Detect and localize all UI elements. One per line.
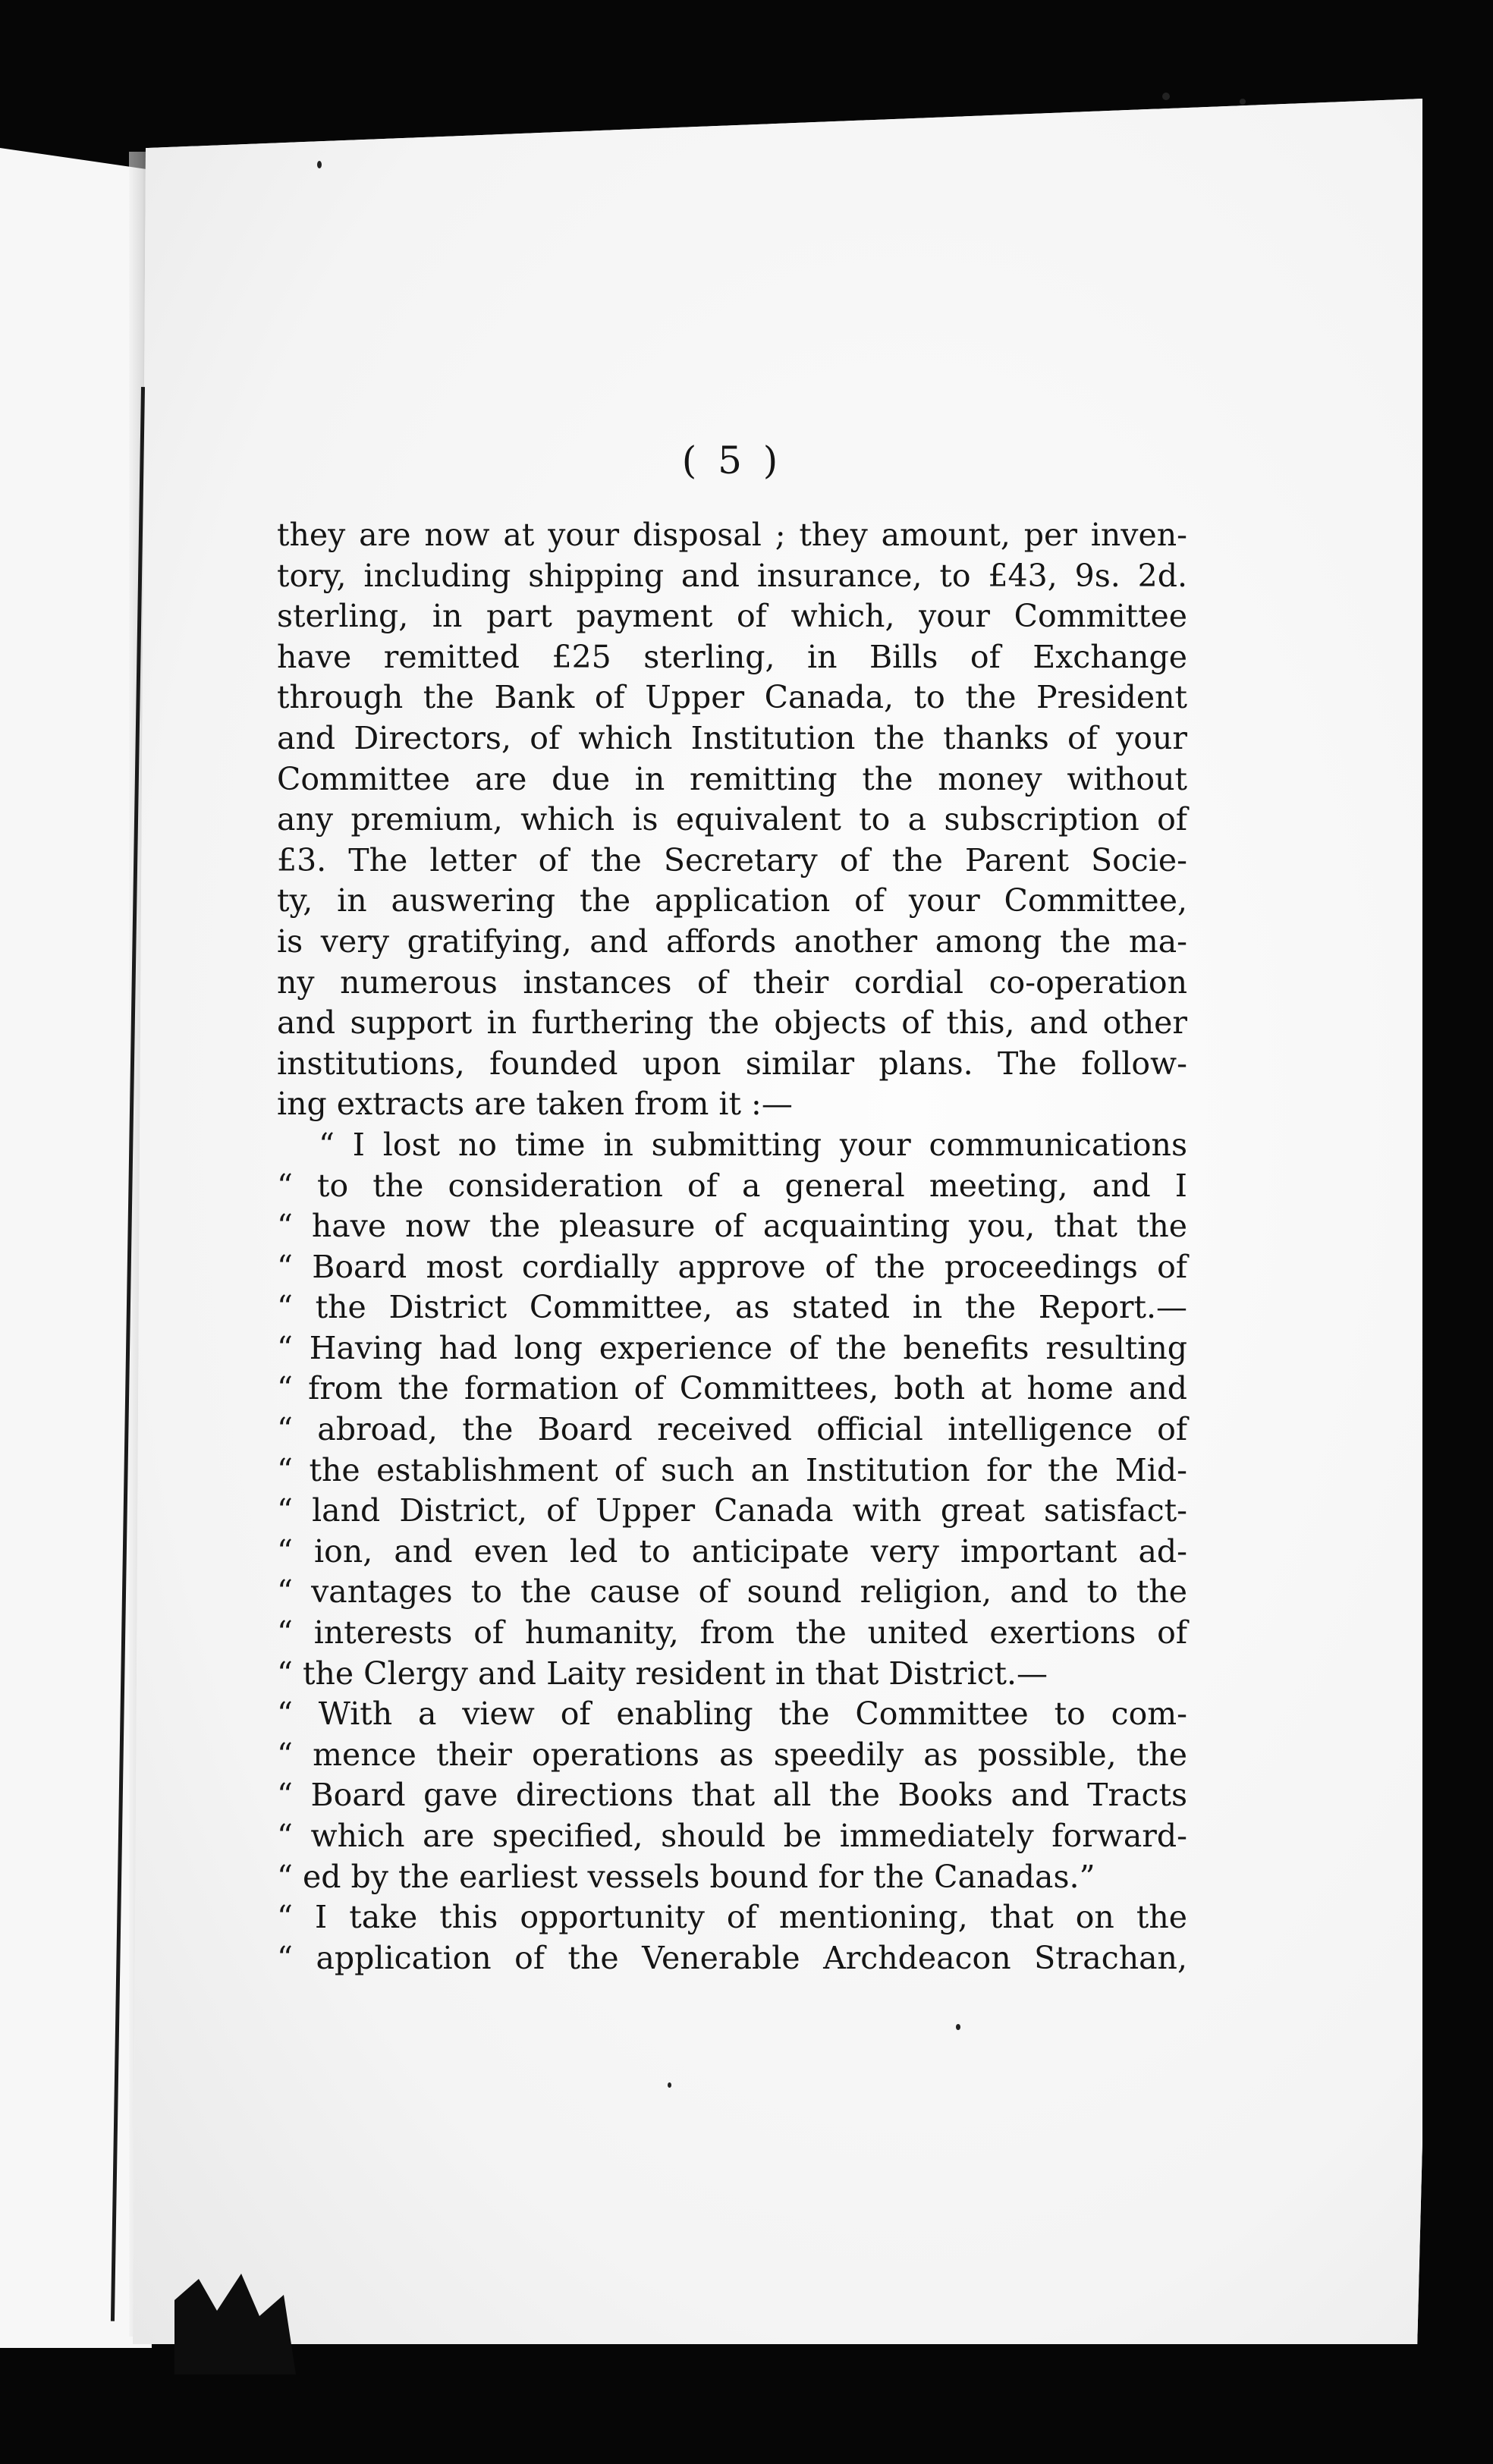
text-line: “ I take this opportunity of mentioning, that on the [277, 1899, 1187, 1936]
text-line: “ Having had long experience of the benefits resulting [277, 1329, 1187, 1366]
text-line: “ application of the Venerable Archdeacon Strachan, [277, 1939, 1187, 1976]
text-line: “ vantages to the cause of sound religion, and to the [277, 1573, 1187, 1611]
text-line: “ the Clergy and Laity resident in that District.— [277, 1655, 1048, 1692]
text-line: sterling, in part payment of which, your Committee [277, 598, 1187, 635]
text-lines [277, 515, 1187, 1978]
text-line: “ interests of humanity, from the united exertions of [277, 1614, 1187, 1652]
text-line: Committee are due in remitting the money without [277, 760, 1187, 797]
text-line: and Directors, of which Institution the thanks of your [277, 719, 1187, 756]
text-line: “ from the formation of Committees, both at home and [277, 1370, 1187, 1407]
text-line: “ mence their operations as speedily as possible, the [277, 1736, 1187, 1773]
text-line: “ Board gave directions that all the Books and Tracts [277, 1777, 1187, 1814]
text-line: “ Board most cordially approve of the proceedings of [277, 1248, 1187, 1285]
text-line: £3. The letter of the Secretary of the Parent Socie- [277, 841, 1187, 878]
text-line: “ which are specified, should be immediately forward- [277, 1818, 1187, 1854]
text-line: “ land District, of Upper Canada with great satisfact- [277, 1492, 1187, 1529]
text-line: “ abroad, the Board received official intelligence of [277, 1411, 1187, 1448]
text-line: and support in furthering the objects of this, and other [277, 1004, 1187, 1042]
text-line: ty, in auswering the application of your Committee, [277, 882, 1187, 919]
ink-speck [668, 2082, 671, 2088]
text-line: any premium, which is equivalent to a subscription of [277, 801, 1187, 838]
text-line: have remitted £25 sterling, in Bills of Exchange [277, 638, 1187, 675]
ink-speck [1162, 93, 1170, 100]
text-line: through the Bank of Upper Canada, to the President [277, 679, 1187, 716]
page-number: ( 5 ) [681, 438, 783, 482]
text-line: “ ion, and even led to anticipate very important ad- [277, 1532, 1187, 1570]
text-line: tory, including shipping and insurance, to £43, 9s. 2d. [277, 557, 1187, 594]
text-line: “ have now the pleasure of acquainting you, that the [277, 1208, 1187, 1245]
ink-speck [956, 2024, 960, 2030]
text-line: “ the establishment of such an Institution for the Mid- [277, 1451, 1187, 1488]
text-line: they are now at your disposal ; they amount, per inven- [277, 517, 1187, 553]
text-line: “ I lost no time in submitting your communications [319, 1126, 1187, 1163]
text-line: institutions, founded upon similar plans. The follow- [277, 1045, 1187, 1082]
text-line: ny numerous instances of their cordial co-operation [277, 963, 1187, 1001]
text-line: “ to the consideration of a general meeting, and I [277, 1167, 1187, 1204]
text-line: “ the District Committee, as stated in the Report.— [277, 1289, 1187, 1326]
text-line: “ ed by the earliest vessels bound for the Canadas.” [277, 1858, 1095, 1895]
ink-speck [317, 161, 322, 168]
text-line: is very gratifying, and affords another among the ma- [277, 922, 1187, 960]
page-text [277, 436, 1187, 1978]
ink-speck [1240, 99, 1246, 105]
text-line: “ With a view of enabling the Committee to com- [277, 1696, 1187, 1733]
text-line: ing extracts are taken from it :— [277, 1086, 793, 1123]
